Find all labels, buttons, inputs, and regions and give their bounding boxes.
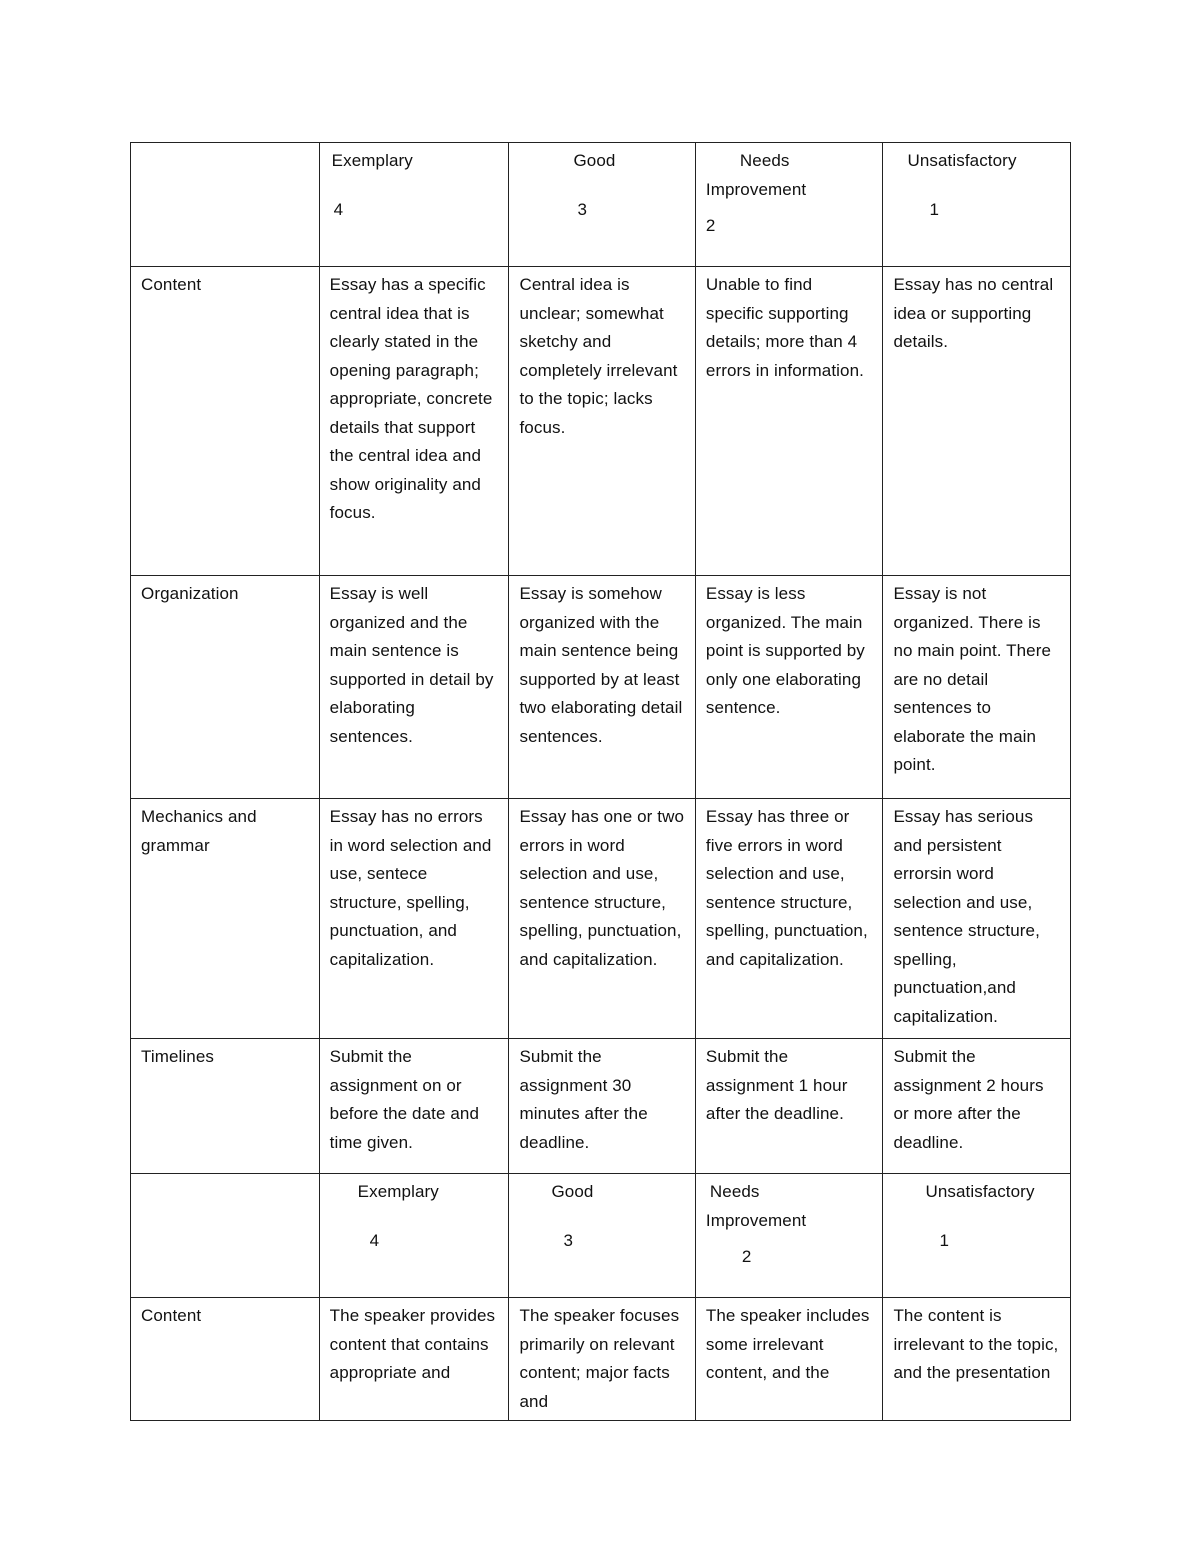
criterion-label: Organization: [131, 576, 320, 799]
descriptor-cell: Essay is somehow organized with the main sentence being supported by at least two elaborating detail sentences.: [509, 576, 695, 799]
descriptor-cell: The speaker focuses primarily on relevant content; major facts and: [509, 1298, 695, 1421]
descriptor-cell: Submit the assignment on or before the date and time given.: [319, 1039, 509, 1174]
rubric-table: [130, 142, 1071, 1421]
descriptor-cell: Submit the assignment 2 hours or more after the deadline.: [883, 1039, 1071, 1174]
level-name: Needs Improvement: [705, 151, 807, 199]
level-score: 4: [369, 1230, 380, 1250]
level-score: 2: [705, 216, 716, 235]
descriptor-cell: Essay is well organized and the main sentence is supported in detail by elaborating sentences.: [319, 576, 509, 799]
descriptor-cell: Central idea is unclear; somewhat sketchy and completely irrelevant to the topic; lacks focus.: [509, 267, 695, 576]
criterion-label: Mechanics and grammar: [131, 799, 320, 1039]
descriptor-cell: Essay has no central idea or supporting details.: [883, 267, 1071, 576]
level-score: 4: [333, 199, 344, 219]
level-name: Exemplary: [357, 1182, 439, 1201]
criterion-row: [131, 576, 1071, 799]
level-score: 2: [741, 1247, 752, 1266]
level-score: 1: [929, 199, 939, 219]
descriptor-cell: Essay is not organized. There is no main point. There are no detail sentences to elaborate the main point.: [883, 576, 1071, 799]
level-name: Good: [573, 151, 616, 170]
level-header-needs-improvement: [695, 143, 883, 267]
descriptor-cell: Essay has serious and persistent errorsin word selection and use, sentence structure, spelling, punctuation,and capitalization.: [883, 799, 1071, 1039]
descriptor-cell: Submit the assignment 1 hour after the deadline.: [695, 1039, 883, 1174]
descriptor-cell: Essay is less organized. The main point is supported by only one elaborating sentence.: [695, 576, 883, 799]
criterion-label: Content: [131, 267, 320, 576]
descriptor-cell: Submit the assignment 30 minutes after the deadline.: [509, 1039, 695, 1174]
header-blank-cell: [131, 1174, 320, 1298]
level-name: Unsatisfactory: [907, 151, 1017, 170]
criterion-row: [131, 799, 1071, 1039]
header-row: [131, 1174, 1071, 1298]
descriptor-cell: Unable to find specific supporting details; more than 4 errors in information.: [695, 267, 883, 576]
level-header-needs-improvement: [695, 1174, 883, 1298]
level-header-good: [509, 1174, 695, 1298]
descriptor-cell: Essay has no errors in word selection and use, sentece structure, spelling, punctuation, and capitalization.: [319, 799, 509, 1039]
level-name: Good: [551, 1182, 594, 1201]
level-score: 1: [939, 1230, 949, 1250]
criterion-label: Content: [131, 1298, 320, 1421]
level-header-unsatisfactory: [883, 143, 1071, 267]
criterion-label: Timelines: [131, 1039, 320, 1174]
level-header-exemplary: [319, 143, 509, 267]
criterion-row: [131, 267, 1071, 576]
level-score: 3: [577, 199, 588, 219]
descriptor-cell: The speaker provides content that contains appropriate and: [319, 1298, 509, 1421]
header-blank-cell: [131, 143, 320, 267]
descriptor-cell: Essay has a specific central idea that is clearly stated in the opening paragraph; appropriate, concrete details that support the central idea and show originality and focus.: [319, 267, 509, 576]
level-name: Needs Improvement: [705, 1182, 807, 1230]
level-header-unsatisfactory: [883, 1174, 1071, 1298]
level-header-good: [509, 143, 695, 267]
descriptor-cell: Essay has one or two errors in word selection and use, sentence structure, spelling, punctuation, and capitalization.: [509, 799, 695, 1039]
criterion-row: [131, 1298, 1071, 1421]
level-name: Unsatisfactory: [925, 1182, 1035, 1201]
level-name: Exemplary: [331, 151, 413, 170]
level-score: 3: [563, 1230, 574, 1250]
header-row: [131, 143, 1071, 267]
criterion-row: [131, 1039, 1071, 1174]
descriptor-cell: The speaker includes some irrelevant content, and the: [695, 1298, 883, 1421]
descriptor-cell: The content is irrelevant to the topic, and the presentation: [883, 1298, 1071, 1421]
level-header-exemplary: [319, 1174, 509, 1298]
descriptor-cell: Essay has three or five errors in word selection and use, sentence structure, spelling, punctuation, and capitalization.: [695, 799, 883, 1039]
